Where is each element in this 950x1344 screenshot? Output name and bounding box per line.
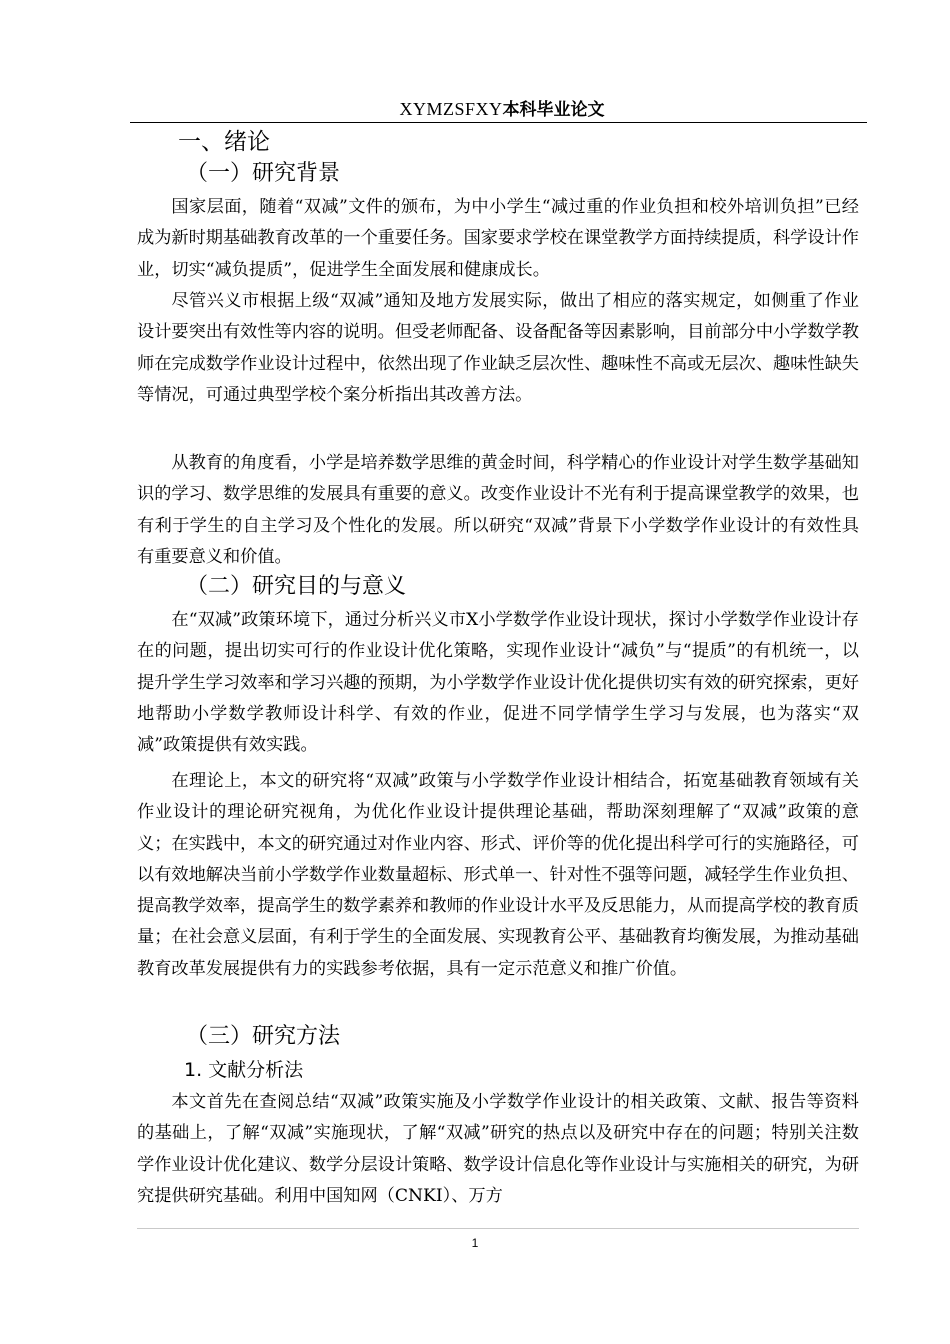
paragraph-significance: 在理论上，本文的研究将“双减”政策与小学数学作业设计相结合，拓宽基础教育领域有关作业设计的理论研究视角，为优化作业设计提供理论基础，帮助深刻理解了“双减”政策的意义；在实践中，本文的研究通过对作业内容、形式、评价等的优化提出科学可行的实施路径，可以有效地解决当前小学数学作业数量超标、形式单一、针对性不强等问题，减轻学生作业负担、提高教学效率，提高学生的数学素养和教师的作业设计水平及反思能力，从而提高学校的教育质量；在社会意义层面，有利于学生的全面发展、实现教育公平、基础教育均衡发展，为推动基础教育改革发展提供有力的实践参考依据，具有一定示范意义和推广价值。: [137, 771, 859, 979]
footer-divider: [137, 1228, 859, 1229]
subsection-heading-literature: 1. 文献分析法: [184, 1059, 304, 1081]
chapter-heading: 一、绪论: [178, 129, 270, 155]
page-header: [137, 95, 867, 123]
section-heading-background: （一）研究背景: [186, 161, 341, 186]
paragraph-national-policy: 国家层面，随着“双减”文件的颁布，为中小学生“减过重的作业负担和校外培训负担”已经成为新时期基础教育改革的一个重要任务。国家要求学校在课堂教学方面持续提质，科学设计作业，切实“减负提质”，促进学生全面发展和健康成长。: [137, 197, 859, 280]
header-brand: XYMZSFXY: [399, 99, 503, 119]
paragraph-literature-method: 本文首先在查阅总结“双减”政策实施及小学数学作业设计的相关政策、文献、报告等资料的基础上，了解“双减”实施现状，了解“双减”研究的热点以及研究中存在的问题；特别关注数学作业设计优化建议、数学分层设计策略、数学设计信息化等作业设计与实施相关的研究，为研究提供研究基础。利用中国知网（CNKI）、万方: [137, 1092, 859, 1206]
header-divider: [130, 122, 867, 123]
section-heading-purpose: （二）研究目的与意义: [186, 574, 407, 599]
page-number: 1: [471, 1236, 479, 1250]
paragraph-local-situation: 尽管兴义市根据上级“双减”通知及地方发展实际，做出了相应的落实规定，如侧重了作业设计要突出有效性等内容的说明。但受老师配备、设备配备等因素影响，目前部分中小学数学教师在完成数学作业设计过程中，依然出现了作业缺乏层次性、趣味性不高或无层次、趣味性缺失等情况，可通过典型学校个案分析指出其改善方法。: [137, 291, 859, 405]
paragraph-purpose: 在“双减”政策环境下，通过分析兴义市X小学数学作业设计现状，探讨小学数学作业设计存在的问题，提出切实可行的作业设计优化策略，实现作业设计“减负”与“提质”的有机统一，以提升学生学习效率和学习兴趣的预期，为小学数学作业设计优化提供切实有效的研究探索，更好地帮助小学数学教师设计科学、有效的作业，促进不同学情学生学习与发展，也为落实“双减”政策提供有效实践。: [137, 610, 859, 756]
section-heading-methods: （三）研究方法: [186, 1024, 341, 1049]
header-subtitle: 本科毕业论文: [502, 100, 605, 120]
paragraph-education-angle: 从教育的角度看，小学是培养数学思维的黄金时间，科学精心的作业设计对学生数学基础知识的学习、数学思维的发展具有重要的意义。改变作业设计不光有利于提高课堂教学的效果，也有利于学生的自主学习及个性化的发展。所以研究“双减”背景下小学数学作业设计的有效性具有重要意义和价值。: [137, 453, 859, 567]
